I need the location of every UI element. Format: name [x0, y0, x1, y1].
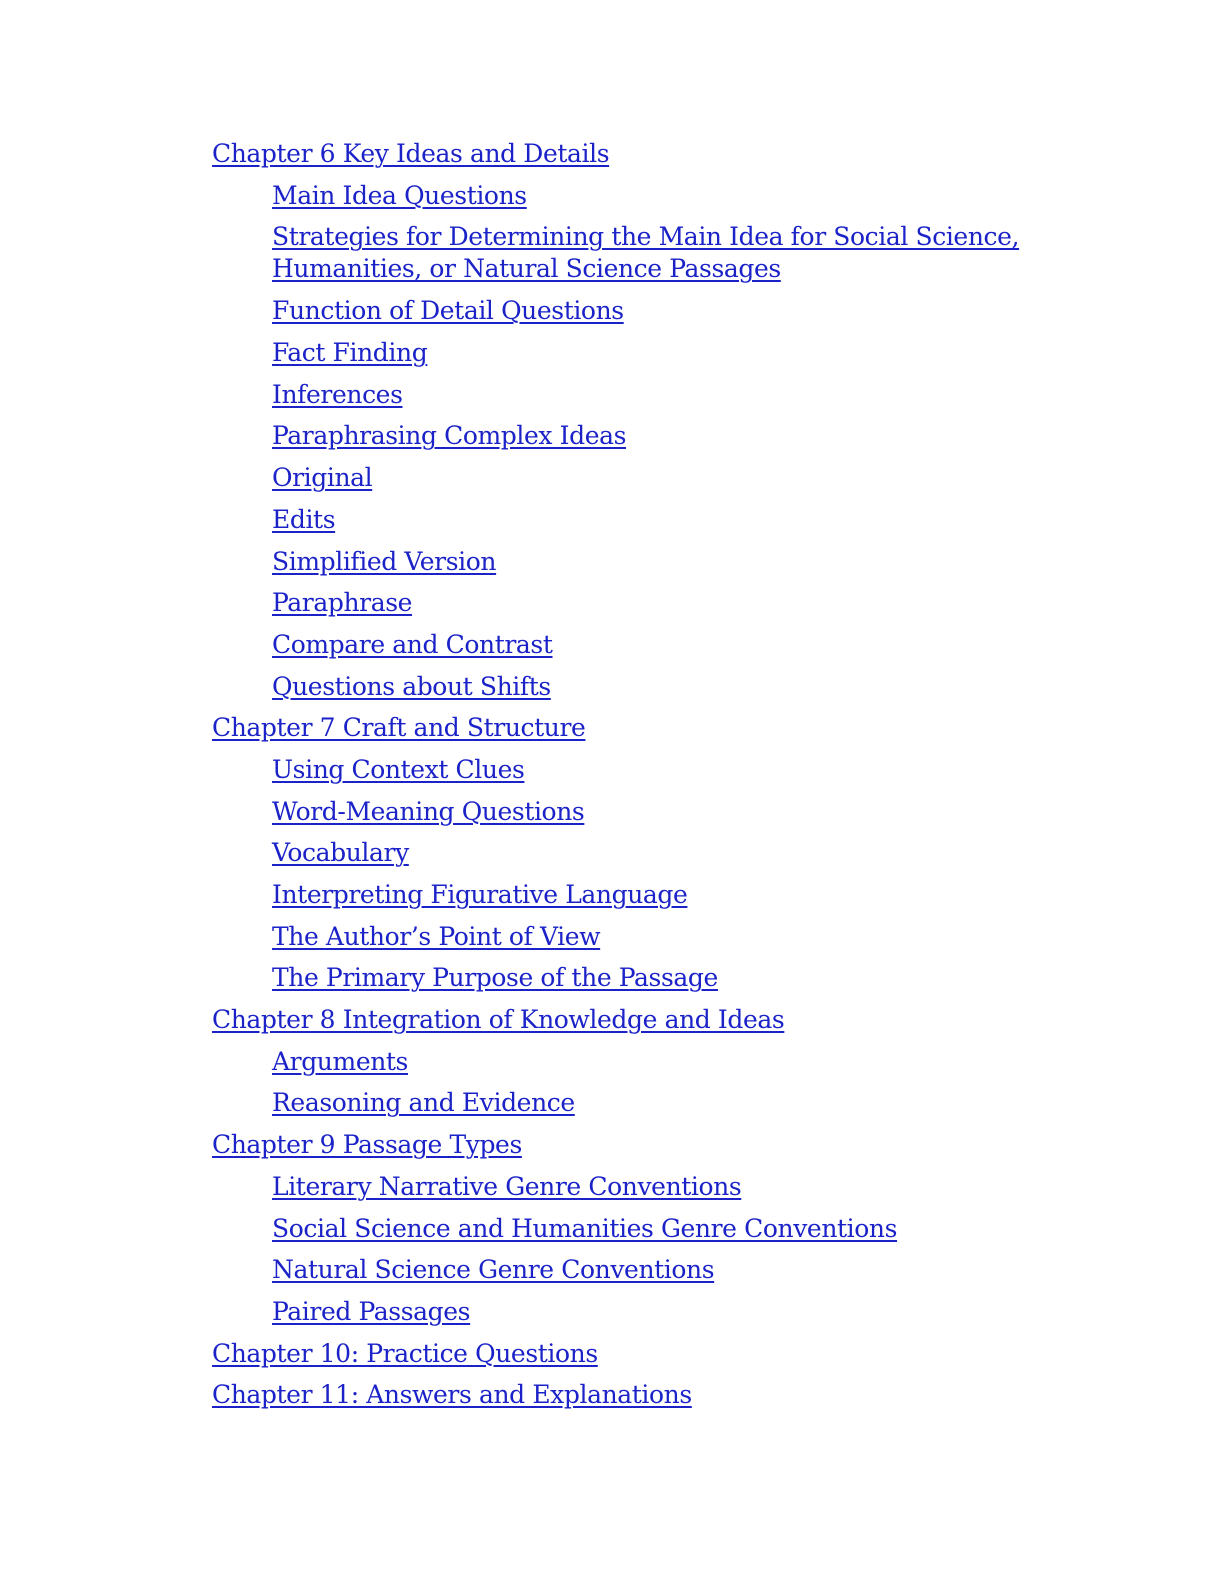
toc-link[interactable]: Chapter 11: Answers and Explanations	[212, 1380, 692, 1410]
toc-link[interactable]: Literary Narrative Genre Conventions	[272, 1171, 742, 1201]
toc-link[interactable]: Main Idea Questions	[272, 180, 527, 210]
toc-link[interactable]: Chapter 6 Key Ideas and Details	[212, 139, 610, 168]
toc-section-entry	[212, 1087, 1092, 1119]
toc-chapter-entry	[212, 1004, 1092, 1036]
toc-section-entry	[212, 504, 1092, 536]
toc-section-entry	[212, 180, 1092, 212]
toc-section-entry	[212, 962, 1092, 994]
toc-link[interactable]: Compare and Contrast	[272, 629, 553, 659]
toc-section-entry	[212, 837, 1092, 869]
toc-section-entry	[212, 462, 1092, 494]
toc-link[interactable]: Chapter 7 Craft and Structure	[212, 713, 586, 743]
toc-link[interactable]: Simplified Version	[272, 546, 497, 576]
toc-link[interactable]: Social Science and Humanities Genre Conventions	[272, 1213, 898, 1243]
toc-link[interactable]: Natural Science Genre Conventions	[272, 1255, 715, 1285]
toc-link[interactable]: The Author’s Point of View	[272, 921, 601, 951]
toc-link[interactable]: Fact Finding	[272, 338, 428, 368]
toc-section-entry	[212, 671, 1092, 703]
toc-section-entry	[212, 221, 1092, 285]
toc-link[interactable]: Inferences	[272, 379, 403, 409]
toc-section-entry	[212, 921, 1092, 953]
toc-link[interactable]: Original	[272, 463, 373, 493]
toc-section-entry	[212, 1213, 1092, 1245]
toc-section-entry	[212, 1296, 1092, 1328]
toc-link[interactable]: Interpreting Figurative Language	[272, 880, 688, 909]
toc-link[interactable]: Function of Detail Questions	[272, 296, 624, 326]
toc-section-entry	[212, 420, 1092, 452]
toc-link[interactable]: Strategies for Determining the Main Idea for Social Science, Humanities, or Natural Science Passages	[272, 222, 1020, 284]
toc-link[interactable]: Arguments	[272, 1046, 408, 1076]
toc-link[interactable]: Paraphrasing Complex Ideas	[272, 421, 627, 451]
toc-section-entry	[212, 587, 1092, 619]
toc-chapter-entry	[212, 1129, 1092, 1161]
toc-link[interactable]: Reasoning and Evidence	[272, 1088, 575, 1118]
toc-section-entry	[212, 1171, 1092, 1203]
toc-section-entry	[212, 879, 1092, 911]
toc-chapter-entry	[212, 138, 1092, 170]
toc-link[interactable]: Edits	[272, 504, 336, 534]
toc-link[interactable]: Paired Passages	[272, 1296, 471, 1326]
toc-section-entry	[212, 337, 1092, 369]
toc-section-entry	[212, 295, 1092, 327]
toc-section-entry	[212, 1254, 1092, 1286]
toc-link[interactable]: Using Context Clues	[272, 754, 525, 784]
toc-chapter-entry	[212, 1338, 1092, 1370]
toc-section-entry	[212, 754, 1092, 786]
toc-link[interactable]: Chapter 8 Integration of Knowledge and Ideas	[212, 1005, 785, 1035]
toc-section-entry	[212, 379, 1092, 411]
toc-chapter-entry	[212, 712, 1092, 744]
toc-link[interactable]: Vocabulary	[272, 838, 409, 868]
toc-link[interactable]: Paraphrase	[272, 588, 413, 618]
table-of-contents	[212, 138, 1092, 1421]
toc-section-entry	[212, 1046, 1092, 1078]
toc-section-entry	[212, 546, 1092, 578]
toc-section-entry	[212, 629, 1092, 661]
toc-section-entry	[212, 796, 1092, 828]
toc-link[interactable]: Chapter 10: Practice Questions	[212, 1338, 598, 1368]
toc-link[interactable]: The Primary Purpose of the Passage	[272, 963, 718, 993]
toc-link[interactable]: Chapter 9 Passage Types	[212, 1130, 522, 1160]
toc-link[interactable]: Word-Meaning Questions	[272, 796, 585, 826]
toc-link[interactable]: Questions about Shifts	[272, 671, 551, 701]
toc-chapter-entry	[212, 1379, 1092, 1411]
